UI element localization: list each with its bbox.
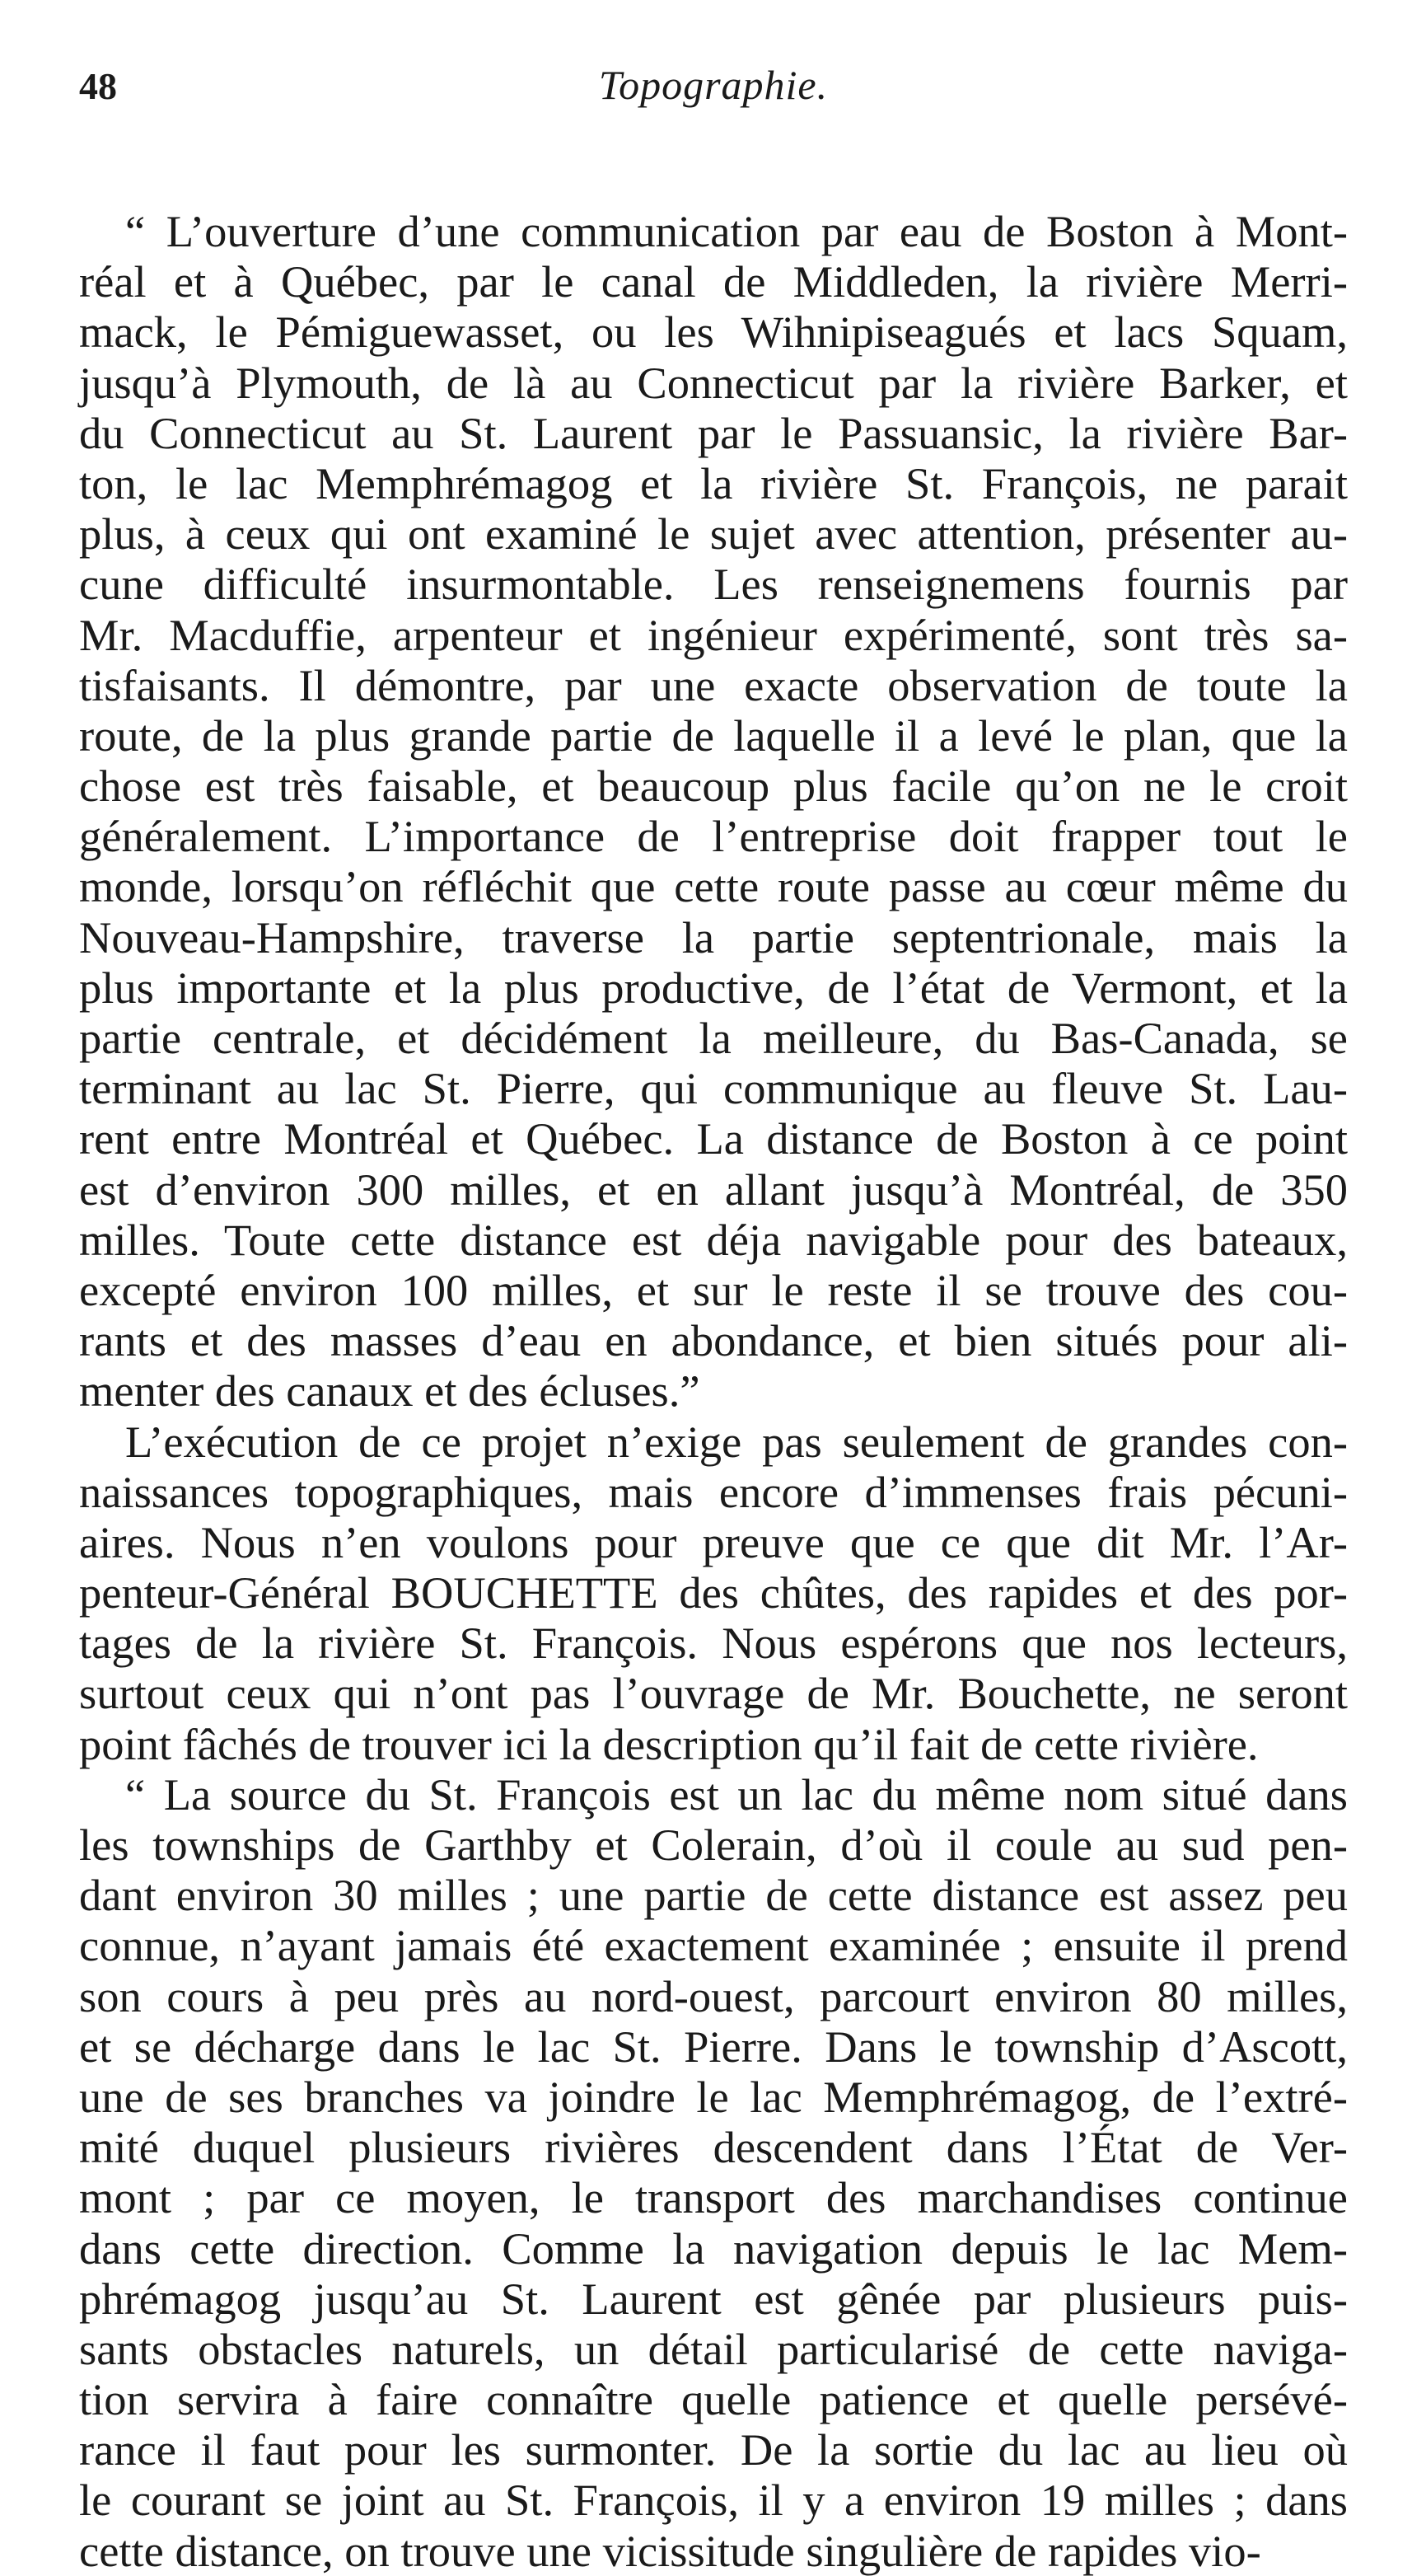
paragraph (79, 206, 1348, 1417)
text-line: le courant se joint au St. François, il y a environ 19 milles ; dans (79, 2475, 1348, 2526)
text-line: généralement. L’importance de l’entreprise doit frapper tout le (79, 811, 1348, 862)
text-line: tisfaisants. Il démontre, par une exacte observation de toute la (79, 659, 1348, 710)
text-line: excepté environ 100 milles, et sur le reste il se trouve des cou- (79, 1264, 1348, 1315)
text-line: connue, n’ayant jamais été exactement examinée ; ensuite il prend (79, 1920, 1348, 1971)
text-line: dant environ 30 milles ; une partie de cette distance est assez peu (79, 1870, 1348, 1921)
text-line: rants et des masses d’eau en abondance, et bien situés pour ali- (79, 1315, 1348, 1366)
running-head (79, 58, 1348, 124)
text-line: plus, à ceux qui ont examiné le sujet avec attention, présenter au- (79, 508, 1348, 560)
text-line: L’exécution de ce projet n’exige pas seulement de grandes con- (125, 1416, 1348, 1467)
text-line: cune difficulté insurmontable. Les renseignemens fournis par (79, 559, 1348, 610)
text-line: est d’environ 300 milles, et en allant jusqu’à Montréal, de 350 (79, 1164, 1348, 1215)
text-line: tages de la rivière St. François. Nous espérons que nos lecteurs, (79, 1618, 1348, 1669)
text-line: mité duquel plusieurs rivières descendent dans l’État de Ver- (79, 2122, 1348, 2173)
text-line: penteur-Général BOUCHETTE des chûtes, des rapides et des por- (79, 1567, 1348, 1618)
text-line: mont ; par ce moyen, le transport des marchandises continue (79, 2172, 1348, 2223)
text-line: et se décharge dans le lac St. Pierre. Dans le township d’Ascott, (79, 2021, 1348, 2072)
paragraph (79, 1769, 1348, 2576)
text-line: naissances topographiques, mais encore d’immenses frais pécuni- (79, 1466, 1348, 1517)
text-line: une de ses branches va joindre le lac Memphrémagog, de l’extré- (79, 2071, 1348, 2122)
paragraph (79, 1417, 1348, 1769)
text-line: plus importante et la plus productive, de l’état de Vermont, et la (79, 962, 1348, 1013)
text-line: partie centrale, et décidément la meilleure, du Bas-Canada, se (79, 1013, 1348, 1063)
text-line: mack, le Pémiguewasset, ou les Wihnipiseagués et lacs Squam, (79, 307, 1348, 358)
book-page (79, 58, 1348, 2576)
text-line: aires. Nous n’en voulons pour preuve que ce que dit Mr. l’Ar- (79, 1516, 1348, 1567)
text-line: son cours à peu près au nord-ouest, parcourt environ 80 milles, (79, 1970, 1348, 2021)
text-line: menter des canaux et des écluses.” (79, 1365, 700, 1417)
body-text (79, 206, 1348, 2576)
text-line: jusqu’à Plymouth, de là au Connecticut par la rivière Barker, et (79, 357, 1348, 408)
running-title: Topographie. (598, 62, 829, 108)
text-line: monde, lorsqu’on réfléchit que cette route passe au cœur même du (79, 861, 1348, 912)
text-line: phrémagog jusqu’au St. Laurent est gênée par plusieurs puis- (79, 2273, 1348, 2324)
text-line: route, de la plus grande partie de laquelle il a levé le plan, que la (79, 710, 1348, 761)
text-line: milles. Toute cette distance est déja navigable pour des bateaux, (79, 1214, 1348, 1265)
text-line: “ L’ouverture d’une communication par eau de Boston à Mont- (125, 206, 1348, 256)
text-line: Nouveau-Hampshire, traverse la partie septentrionale, mais la (79, 911, 1348, 962)
text-line: ton, le lac Memphrémagog et la rivière St. François, ne parait (79, 457, 1348, 508)
text-line: Mr. Macduffie, arpenteur et ingénieur expérimenté, sont très sa- (79, 609, 1348, 660)
text-line: chose est très faisable, et beaucoup plus facile qu’on ne le croit (79, 761, 1348, 812)
text-line: terminant au lac St. Pierre, qui communique au fleuve St. Lau- (79, 1063, 1348, 1114)
text-line: réal et à Québec, par le canal de Middleden, la rivière Merri- (79, 256, 1348, 307)
text-line: les townships de Garthby et Colerain, d’où il coule au sud pen- (79, 1820, 1348, 1870)
text-line: point fâchés de trouver ici la description qu’il fait de cette rivière. (79, 1718, 1259, 1769)
text-line: surtout ceux qui n’ont pas l’ouvrage de Mr. Bouchette, ne seront (79, 1668, 1348, 1719)
text-line: tion servira à faire connaître quelle patience et quelle persévé- (79, 2374, 1348, 2425)
text-line: dans cette direction. Comme la navigation depuis le lac Mem- (79, 2222, 1348, 2274)
text-line: sants obstacles naturels, un détail particularisé de cette naviga- (79, 2323, 1348, 2374)
text-line: du Connecticut au St. Laurent par le Passuansic, la rivière Bar- (79, 407, 1348, 458)
text-line: rance il faut pour les surmonter. De la sortie du lac au lieu où (79, 2424, 1348, 2475)
text-line: “ La source du St. François est un lac du même nom situé dans (125, 1768, 1348, 1820)
text-line: cette distance, on trouve une vicissitude singulière de rapides vio- (79, 2525, 1261, 2576)
text-line: rent entre Montréal et Québec. La distance de Boston à ce point (79, 1113, 1348, 1164)
page-number: 48 (79, 65, 117, 107)
